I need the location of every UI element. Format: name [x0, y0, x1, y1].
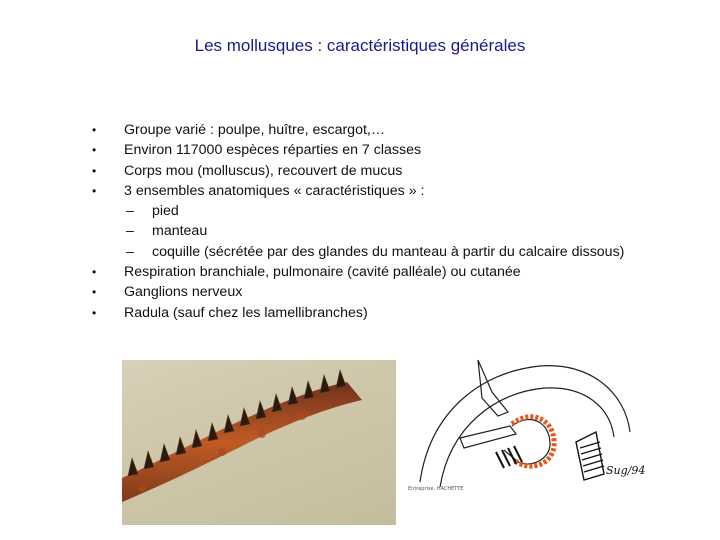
bullet-item	[90, 181, 650, 201]
radula-diagram	[400, 352, 646, 497]
sub-item	[90, 201, 650, 221]
diagram-caption: Entreprise, HACHETTE	[408, 486, 464, 492]
bullet-list	[90, 120, 650, 323]
bullet-mark: •	[92, 143, 97, 158]
bullet-text: 3 ensembles anatomiques « caractéristiques » :	[124, 182, 425, 199]
diagram-signature: Sug/94	[606, 464, 646, 477]
bullet-item	[90, 120, 650, 140]
bullet-item	[90, 161, 650, 181]
bullet-mark: •	[92, 285, 97, 300]
sub-mark: –	[126, 243, 134, 260]
bullet-mark: •	[92, 163, 97, 178]
radula-diagram-drawing	[400, 352, 646, 497]
sub-item	[90, 242, 650, 262]
sub-text: pied	[152, 203, 179, 220]
sub-mark: –	[126, 223, 134, 240]
bullet-text: Ganglions nerveux	[124, 284, 243, 301]
bullet-text: Respiration branchiale, pulmonaire (cavité palléale) ou cutanée	[124, 264, 521, 281]
sub-mark: –	[126, 203, 134, 220]
bullet-mark: •	[92, 183, 97, 198]
bullet-item	[90, 262, 650, 282]
radula-illustration	[122, 360, 396, 525]
bullet-item	[90, 303, 650, 323]
bullet-text: Corps mou (molluscus), recouvert de mucus	[124, 162, 403, 179]
bullet-mark: •	[92, 265, 97, 280]
sub-text: coquille (sécrétée par des glandes du manteau à partir du calcaire dissous)	[152, 243, 625, 260]
bullet-text: Groupe varié : poulpe, huître, escargot,…	[124, 122, 386, 138]
slide-title: Les mollusques : caractéristiques générales	[194, 36, 526, 55]
bullet-text: Radula (sauf chez les lamellibranches)	[124, 304, 368, 321]
bullet-mark: •	[92, 123, 97, 137]
radula-photo	[122, 360, 396, 525]
bullet-item	[90, 140, 650, 160]
bullet-text: Environ 117000 espèces réparties en 7 classes	[124, 142, 422, 159]
bullet-item	[90, 282, 650, 302]
sub-item	[90, 221, 650, 241]
bullet-mark: •	[92, 305, 97, 320]
sub-text: manteau	[152, 223, 208, 240]
